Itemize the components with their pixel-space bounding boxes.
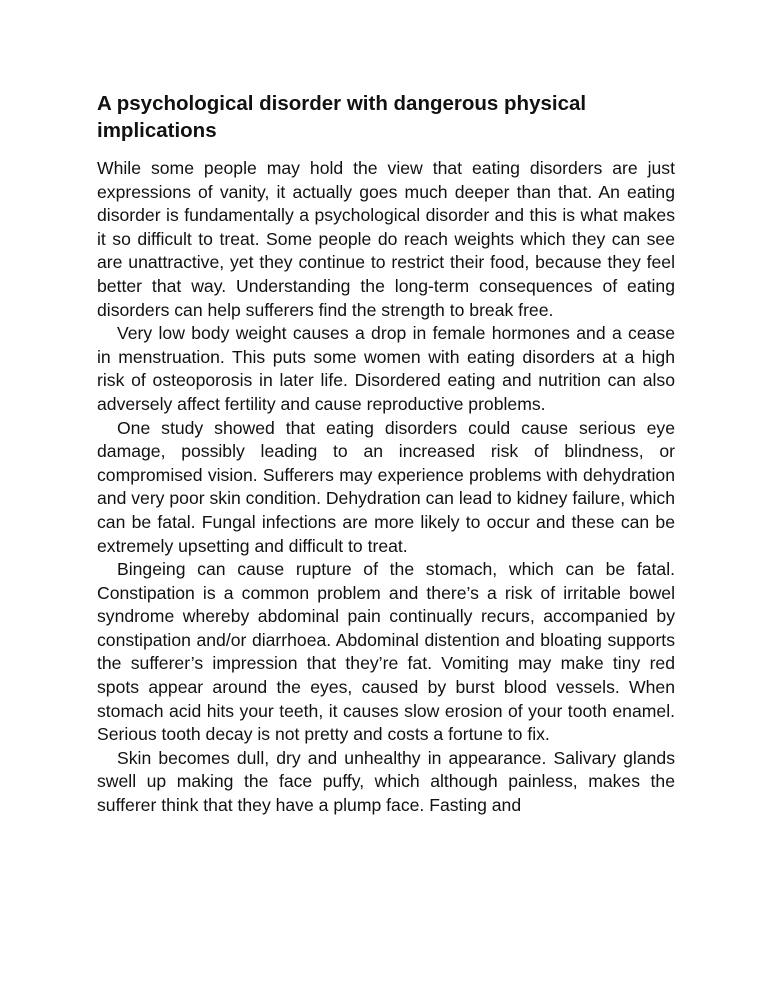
document-page (97, 90, 675, 818)
paragraph-2: Very low body weight causes a drop in female hormones and a cease in menstruation. This puts some women with eating disorders at a high risk of osteoporosis in later life. Disordered eating and nutrition can also adversely affect fertility and cause reproductive problems. (97, 323, 675, 414)
page-title: A psychological disorder with dangerous physical implications (97, 92, 587, 142)
paragraph-4: Bingeing can cause rupture of the stomach, which can be fatal. Constipation is a common problem and there’s a risk of irritable bowel syndrome whereby abdominal pain continually recurs, accompanied by constipation and/or diarrhoea. Abdominal distention and bloating supports the sufferer’s impression that they’re fat. Vomiting may make tiny red spots appear around the eyes, caused by burst blood vessels. When stomach acid hits your teeth, it causes slow erosion of your tooth enamel. Serious tooth decay is not pretty and costs a fortune to fix. (97, 559, 675, 745)
paragraph-5: Skin becomes dull, dry and unhealthy in appearance. Salivary glands swell up making the face puffy, which although painless, makes the sufferer think that they have a plump face. Fasting and (97, 747, 675, 816)
paragraph-3: One study showed that eating disorders could cause serious eye damage, possibly leading to an increased risk of blindness, or compromised vision. Sufferers may experience problems with dehydration and very poor skin condition. Dehydration can lead to kidney failure, which can be fatal. Fungal infections are more likely to occur and these can be extremely upsetting and difficult to treat. (97, 417, 675, 556)
paragraph-1: While some people may hold the view that eating disorders are just expressions of vanity, it actually goes much deeper than that. An eating disorder is fundamentally a psychological disorder and this is what makes it so difficult to treat. Some people do reach weights which they can see are unattractive, yet they continue to restrict their food, because they feel better that way. Understanding the long-term consequences of eating disorders can help sufferers find the strength to break free. (97, 158, 675, 320)
